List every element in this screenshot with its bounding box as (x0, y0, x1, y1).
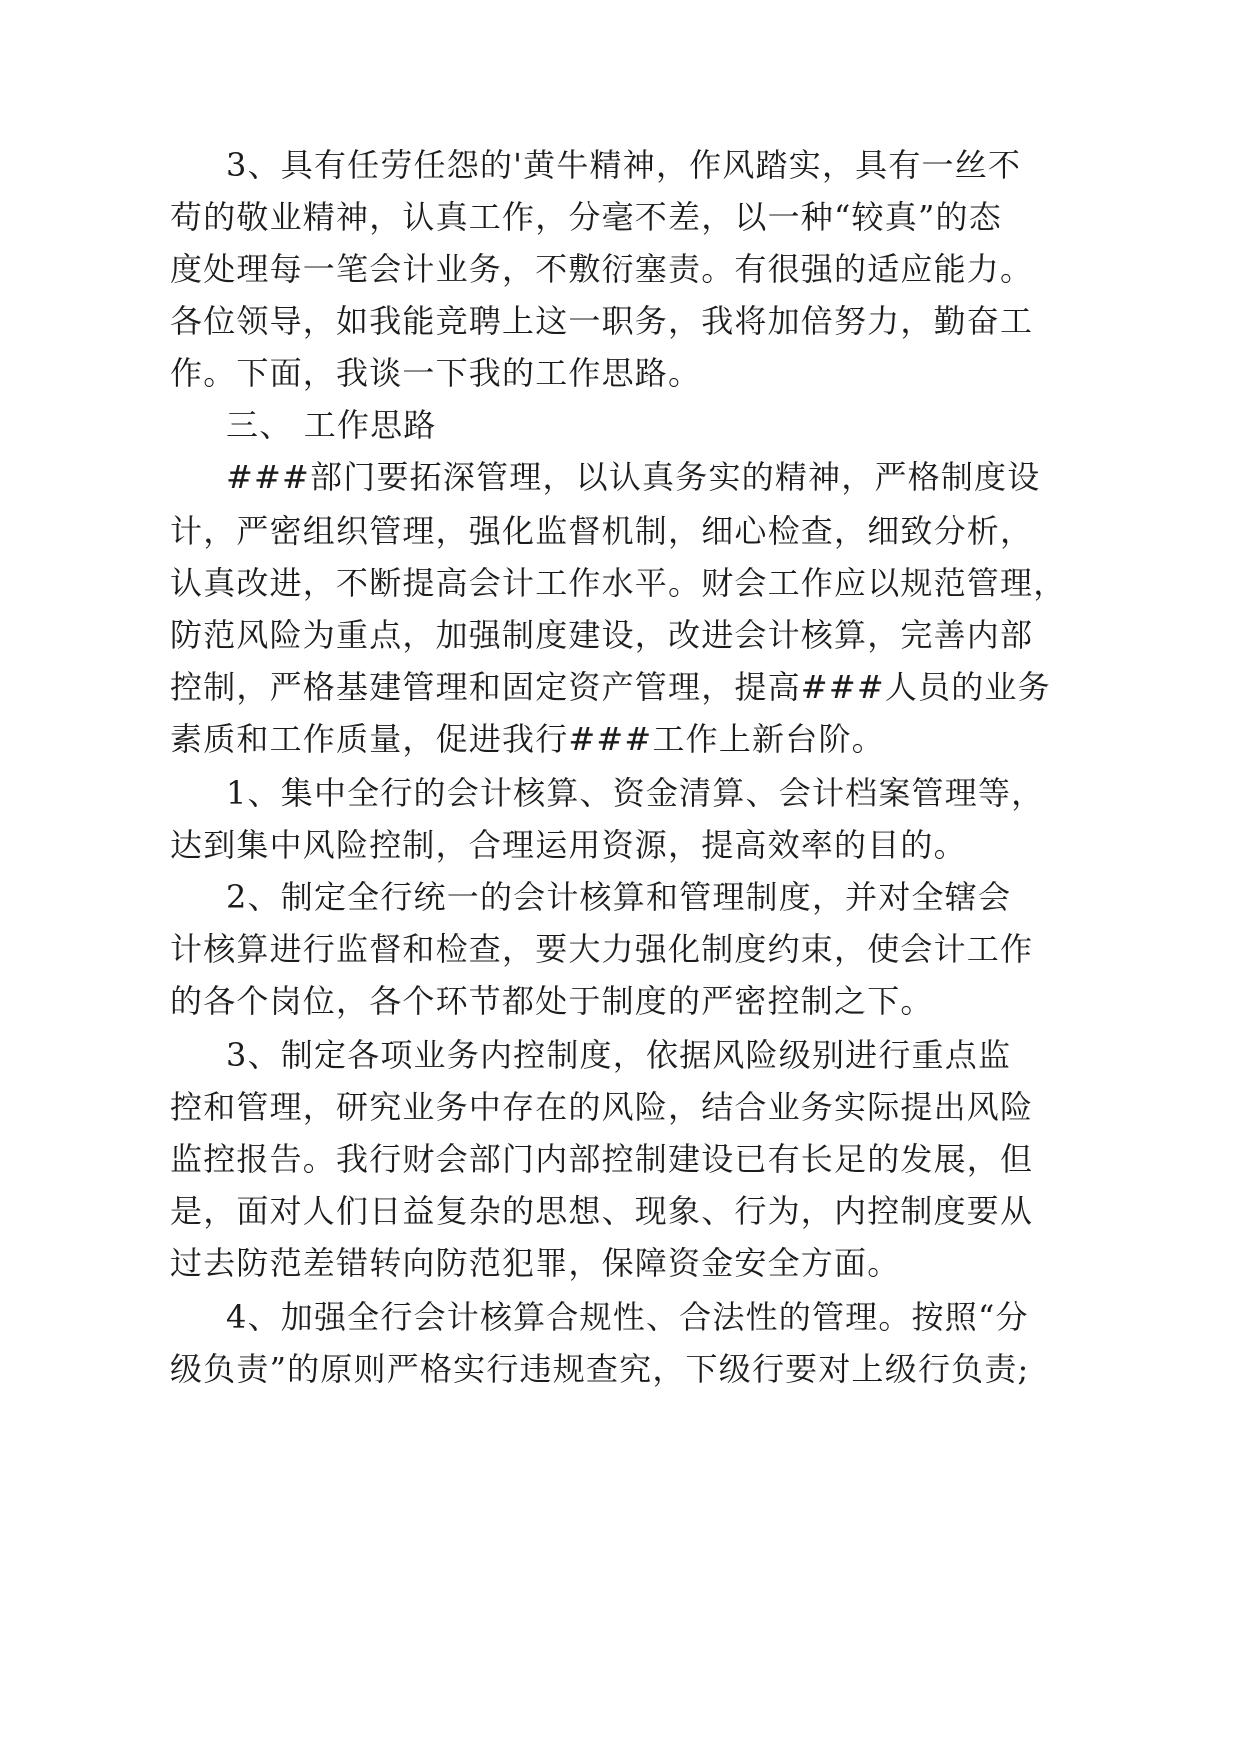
text-line-9: 认真改进，不断提高会计工作水平。财会工作应以规范管理， (170, 564, 1067, 602)
text-line-18: 3、制定各项业务内控制度，依据风险级别进行重点监 (226, 1036, 1012, 1074)
text-line-24: 级负责”的原则严格实行违规查究，下级行要对上级行负责; (170, 1350, 1030, 1388)
section-heading: 三、 工作思路 (226, 406, 437, 444)
text-line-13: 1、集中全行的会计核算、资金清算、会计档案管理等， (226, 774, 1045, 812)
text-line-2: 苟的敬业精神，认真工作，分毫不差，以一种“较真”的态 (170, 198, 1002, 236)
text-line-8: 计，严密组织管理，强化监督机制，细心检查，细致分析， (170, 512, 1034, 550)
text-line-5: 作。下面，我谈一下我的工作思路。 (170, 354, 702, 392)
text-line-12: 素质和工作质量，促进我行###工作上新台阶。 (170, 720, 885, 758)
text-line-19: 控和管理，研究业务中存在的风险，结合业务实际提出风险 (170, 1088, 1034, 1126)
text-line-15: 2、制定全行统一的会计核算和管理制度，并对全辖会 (226, 878, 1012, 916)
text-line-16: 计核算进行监督和检查，要大力强化制度约束，使会计工作 (170, 930, 1034, 968)
text-line-21: 是，面对人们日益复杂的思想、现象、行为，内控制度要从 (170, 1192, 1034, 1230)
text-line-10: 防范风险为重点，加强制度建设，改进会计核算，完善内部 (170, 616, 1034, 654)
text-line-23: 4、加强全行会计核算合规性、合法性的管理。按照“分 (226, 1298, 1029, 1336)
text-line-11: 控制，严格基建管理和固定资产管理，提高###人员的业务 (170, 668, 1051, 706)
text-line-7: ###部门要拓深管理，以认真务实的精神，严格制度设 (226, 458, 1041, 496)
text-line-20: 监控报告。我行财会部门内部控制建设已有长足的发展，但 (170, 1140, 1034, 1178)
text-line-14: 达到集中风险控制，合理运用资源，提高效率的目的。 (170, 826, 967, 864)
text-line-22: 过去防范差错转向防范犯罪，保障资金安全方面。 (170, 1244, 901, 1282)
text-line-4: 各位领导，如我能竞聘上这一职务，我将加倍努力，勤奋工 (170, 302, 1034, 340)
text-line-1: 3、具有任劳任怨的'黄牛精神，作风踏实，具有一丝不 (226, 146, 1022, 184)
text-line-3: 度处理每一笔会计业务，不敷衍塞责。有很强的适应能力。 (170, 250, 1034, 288)
text-line-17: 的各个岗位，各个环节都处于制度的严密控制之下。 (170, 982, 934, 1020)
